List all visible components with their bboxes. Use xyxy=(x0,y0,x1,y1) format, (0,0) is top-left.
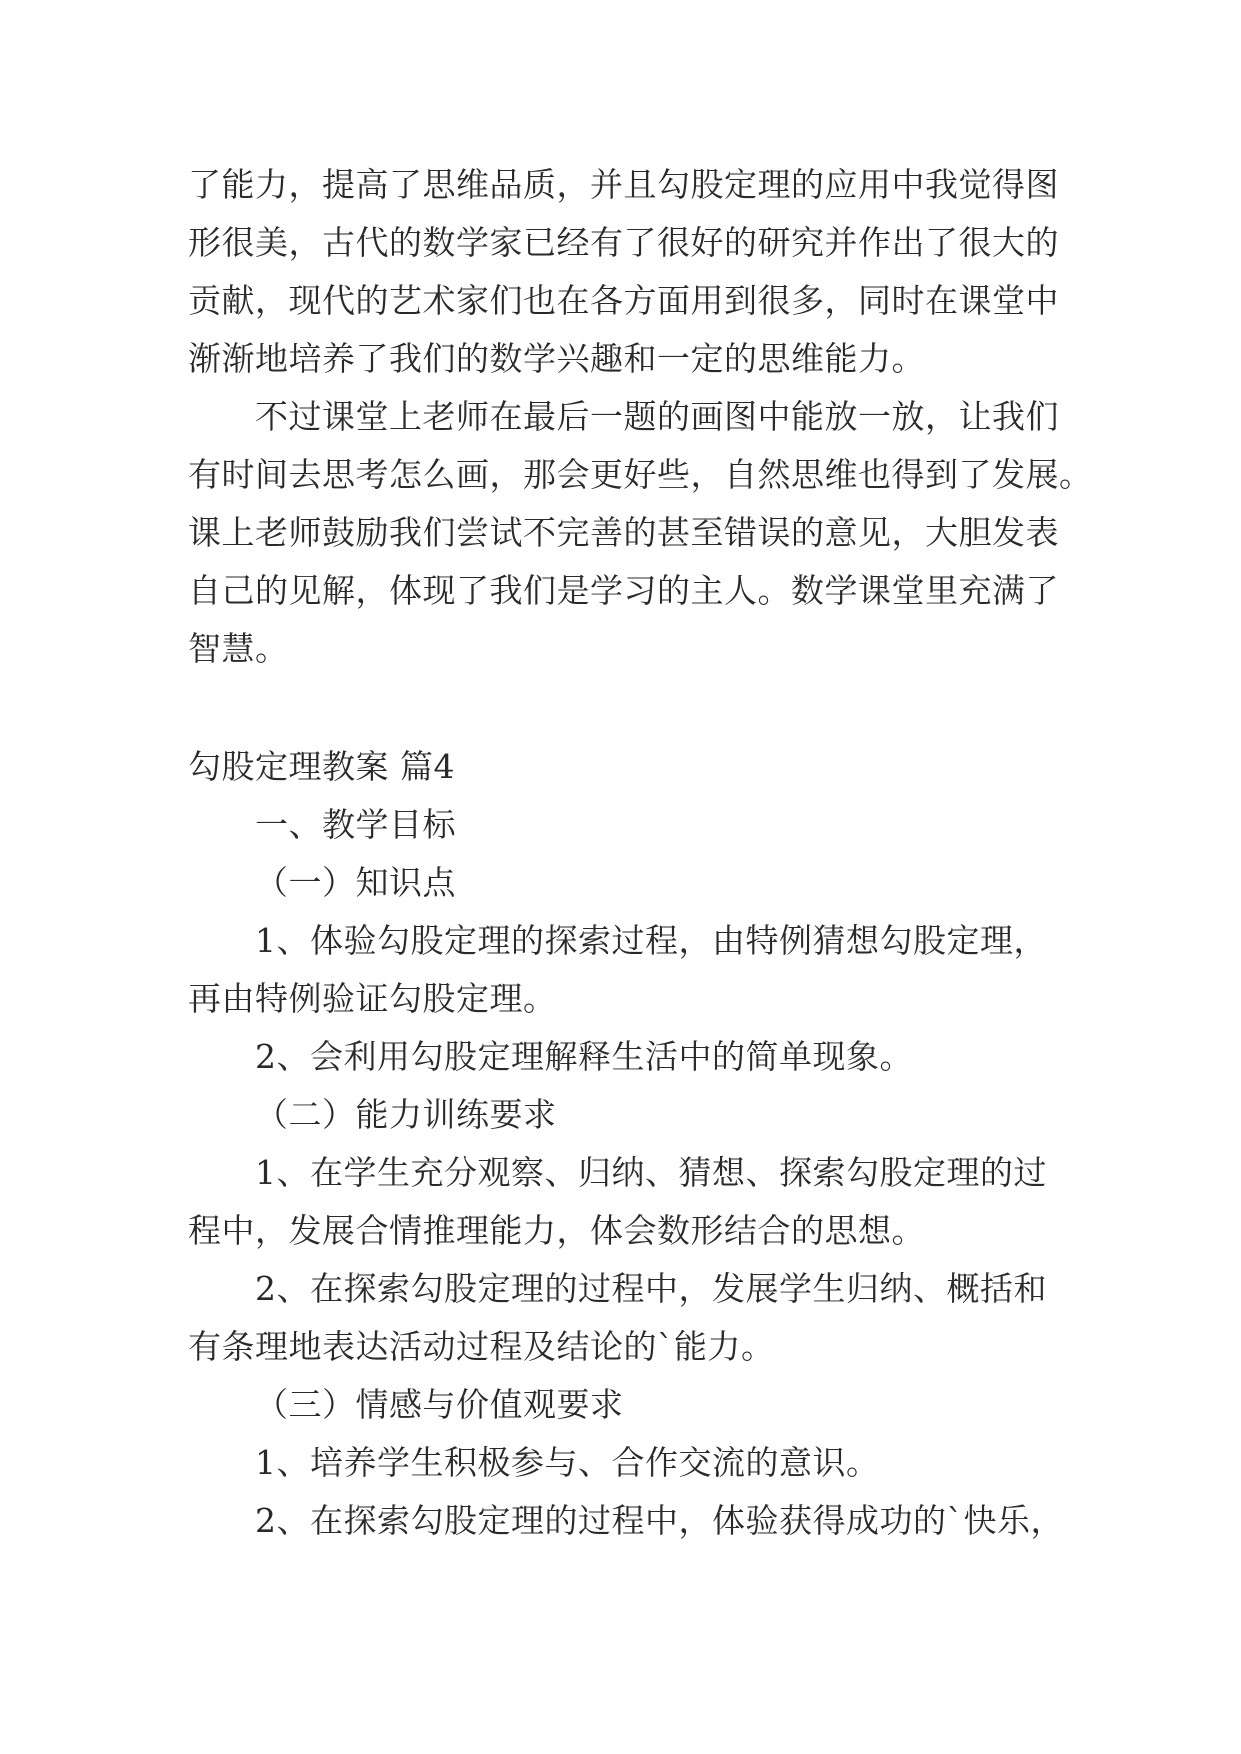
text-line: 1、培养学生积极参与、合作交流的意识。 xyxy=(255,1443,880,1482)
text-line: 有条理地表达活动过程及结论的`能力。 xyxy=(188,1327,775,1366)
text-line: 渐渐地培养了我们的数学兴趣和一定的思维能力。 xyxy=(188,339,925,378)
text-line: （三）情感与价值观要求 xyxy=(255,1385,624,1424)
text-line: 贡献，现代的艺术家们也在各方面用到很多，同时在课堂中 xyxy=(188,281,1059,320)
text-line: 自己的见解，体现了我们是学习的主人。数学课堂里充满了 xyxy=(188,571,1059,610)
text-line: 形很美，古代的数学家已经有了很好的研究并作出了很大的 xyxy=(188,223,1059,262)
text-line: 了能力，提高了思维品质，并且勾股定理的应用中我觉得图 xyxy=(188,165,1059,204)
text-line: 再由特例验证勾股定理。 xyxy=(188,979,557,1018)
text-line: 程中，发展合情推理能力，体会数形结合的思想。 xyxy=(188,1211,925,1250)
text-line: 不过课堂上老师在最后一题的画图中能放一放，让我们 xyxy=(255,397,1059,436)
text-line: 一、教学目标 xyxy=(255,805,456,844)
text-line: 有时间去思考怎么画，那会更好些，自然思维也得到了发展。 xyxy=(188,455,1093,494)
text-line: 2、在探索勾股定理的过程中，体验获得成功的`快乐， xyxy=(255,1501,1064,1540)
text-line: （一）知识点 xyxy=(255,863,456,902)
text-line: 1、体验勾股定理的探索过程，由特例猜想勾股定理， xyxy=(255,921,1047,960)
text-line: （二）能力训练要求 xyxy=(255,1095,557,1134)
text-line: 课上老师鼓励我们尝试不完善的甚至错误的意见，大胆发表 xyxy=(188,513,1059,552)
text-line: 智慧。 xyxy=(188,629,289,668)
text-line: 2、会利用勾股定理解释生活中的简单现象。 xyxy=(255,1037,913,1076)
text-line: 1、在学生充分观察、归纳、猜想、探索勾股定理的过 xyxy=(255,1153,1047,1192)
section-heading: 勾股定理教案 篇4 xyxy=(188,747,455,786)
text-line: 2、在探索勾股定理的过程中，发展学生归纳、概括和 xyxy=(255,1269,1047,1308)
